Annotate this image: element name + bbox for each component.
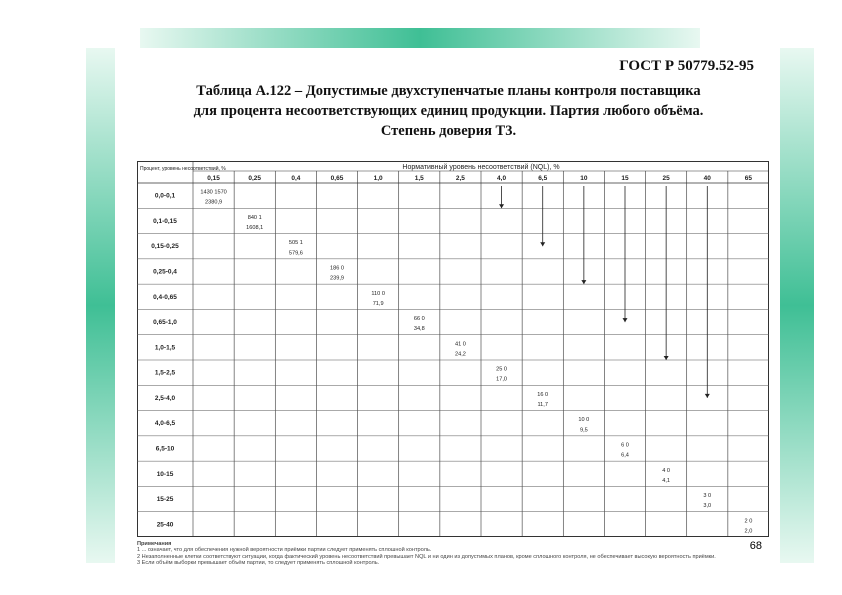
nql-header-1: 0,25 <box>248 175 262 182</box>
plan-cell-10-b: 6,4 <box>621 452 629 459</box>
row-label-9: 4,0-6,5 <box>154 420 176 428</box>
row-label-2: 0,15-0,25 <box>151 243 179 251</box>
row-label-8: 2,5-4,0 <box>154 394 176 402</box>
table-title <box>121 81 776 141</box>
plan-cell-6-a: 41 0 <box>454 341 466 348</box>
notes-heading: Примечания <box>137 541 172 547</box>
plan-cell-8-a: 16 0 <box>537 391 549 398</box>
nql-header-9: 10 <box>580 175 588 182</box>
nql-header-3: 0,65 <box>330 175 344 182</box>
plan-cell-9-a: 10 0 <box>578 417 590 424</box>
standard-number: ГОСТ Р 50779.52-95 <box>619 58 754 74</box>
plan-cell-12-a: 3 0 <box>703 493 712 500</box>
row-label-12: 15-25 <box>156 496 174 504</box>
plan-cell-1-a: 840 1 <box>247 214 262 221</box>
page-number: 68 <box>749 540 762 552</box>
plan-cell-9-b: 9,5 <box>579 427 588 434</box>
row-label-1: 0,1-0,15 <box>153 217 177 225</box>
table-notes <box>137 541 769 571</box>
title-line-2: для процента несоответствующих единиц продукции. Партия любого объёма. <box>193 103 704 119</box>
nql-header-12: 40 <box>703 175 711 182</box>
group-header: Нормативный уровень несоответствий (NQL), % <box>402 164 560 171</box>
row-label-3: 0,25-0,4 <box>153 268 177 276</box>
nql-header-10: 15 <box>621 175 629 182</box>
plan-cell-6-b: 24,2 <box>454 351 466 358</box>
row-label-5: 0,65-1,0 <box>153 319 177 327</box>
table-frame <box>138 162 769 537</box>
plan-cell-5-a: 66 0 <box>413 316 425 323</box>
row-label-0: 0,0-0,1 <box>154 192 176 200</box>
plan-cell-0-b: 2380,9 <box>205 199 223 206</box>
plan-cell-2-b: 579,6 <box>288 250 303 257</box>
plan-cell-10-a: 6 0 <box>621 442 629 449</box>
nql-header-5: 1,5 <box>414 175 424 182</box>
nql-header-11: 25 <box>662 175 670 182</box>
title-line-3: Степень доверия Т3. <box>380 123 517 139</box>
plan-cell-4-a: 110 0 <box>371 290 385 297</box>
note-2: 2 Незаполненные клетки соответствуют ситуации, когда фактический уровень несоответствий превышает NQL и ни один из допустимых планов, кроме сплошного контроля, не обеспечивает высокую вероятность приёмки. <box>137 553 716 560</box>
row-label-7: 1,5-2,5 <box>154 369 176 377</box>
plan-cell-13-a: 2 0 <box>744 518 753 525</box>
plan-cell-7-b: 17,0 <box>496 376 508 383</box>
plan-cell-3-b: 239,9 <box>330 275 344 282</box>
nql-header-13: 65 <box>744 175 753 182</box>
row-label-11: 10-15 <box>156 470 174 478</box>
nql-header-6: 2,5 <box>455 175 465 182</box>
plan-cell-0-a: 1430 1570 <box>200 189 227 196</box>
plan-cell-11-a: 4 0 <box>662 467 671 474</box>
row-label-6: 1,0-1,5 <box>154 344 176 352</box>
plan-cell-3-a: 186 0 <box>330 265 344 272</box>
plan-cell-11-b: 4,1 <box>662 477 671 484</box>
plan-cell-2-a: 505 1 <box>288 240 303 247</box>
plan-cell-1-b: 1608,1 <box>246 225 264 232</box>
row-label-13: 25-40 <box>156 521 174 529</box>
plan-cell-7-a: 25 0 <box>496 366 508 373</box>
row-label-10: 6,5-10 <box>155 445 175 453</box>
sampling-plan-table <box>137 161 769 537</box>
nql-header-7: 4,0 <box>497 175 507 182</box>
note-1: 1 ... означает, что для обеспечения нужной вероятности приёмки партии следует применять сплошной контроль. <box>137 547 432 554</box>
nql-header-4: 1,0 <box>373 175 383 182</box>
corner-label: Процент, уровень несоответствий, % <box>140 166 226 172</box>
slide-card <box>115 48 780 568</box>
nql-header-0: 0,15 <box>207 175 220 182</box>
row-label-4: 0,4-0,65 <box>153 293 177 301</box>
plan-cell-8-b: 11,7 <box>537 402 548 409</box>
plan-cell-13-b: 2,0 <box>744 528 753 535</box>
plan-cell-5-b: 34,8 <box>413 326 425 333</box>
plan-cell-4-b: 71,9 <box>372 300 384 307</box>
title-line-1: Таблица А.122 – Допустимые двухступенчатые планы контроля поставщика <box>196 83 701 99</box>
nql-header-2: 0,4 <box>291 175 301 182</box>
note-3: 3 Если объём выборки превышает объём партии, то следует применять сплошной контроль. <box>137 560 380 567</box>
nql-header-8: 6,5 <box>538 175 548 182</box>
plan-cell-12-b: 3,0 <box>703 503 712 510</box>
